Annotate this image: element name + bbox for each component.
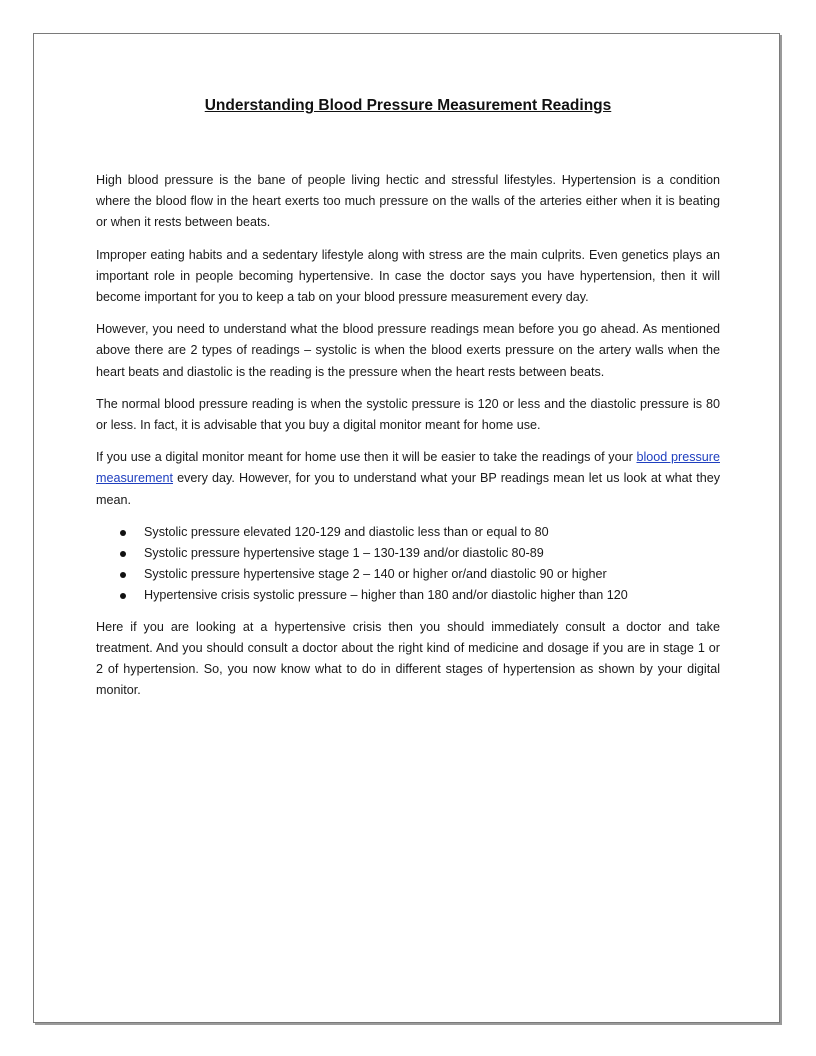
bullet-icon <box>120 593 126 599</box>
list-item <box>96 522 720 543</box>
paragraph-4: The normal blood pressure reading is when the systolic pressure is 120 or less and the diastolic pressure is 80 or less. In fact, it is advisable that you buy a digital monitor meant for home use. <box>96 396 720 433</box>
blood-pressure-measurement-link[interactable]: blood pressure measurement <box>96 450 720 486</box>
list-item <box>96 543 720 564</box>
list-item-text: Systolic pressure elevated 120-129 and diastolic less than or equal to 80 <box>144 524 549 539</box>
bp-readings-list <box>96 522 720 607</box>
paragraph-2: Improper eating habits and a sedentary lifestyle along with stress are the main culprits. Even genetics plays an important role in people becoming hypertensive. In case the doctor says you have hypertension, then it will become important for you to keep a tab on your blood pressure measurement every day. <box>96 247 720 305</box>
paragraph-3: However, you need to understand what the blood pressure readings mean before you go ahead. As mentioned above there are 2 types of readings – systolic is when the blood exerts pressure on the artery walls when the heart beats and diastolic is the reading is the pressure when the heart rests between beats. <box>96 322 720 379</box>
list-item <box>96 564 720 585</box>
closing-paragraph: Here if you are looking at a hypertensive crisis then you should immediately consult a doctor and take treatment. And you should consult a doctor about the right kind of medicine and dosage if you are in stage 1 or 2 of hypertension. So, you now know what to do in different stages of hypertension as shown by your digital monitor. <box>96 619 720 698</box>
paragraph-1: High blood pressure is the bane of people living hectic and stressful lifestyles. Hypertension is a condition where the blood flow in the heart exerts too much pressure on the walls of the arteries either when it is beating or when it rests between beats. <box>96 173 720 230</box>
paragraph-5-start: If you use a digital monitor meant for home use then it will be easier to take the readings of your <box>96 450 637 465</box>
page-title: Understanding Blood Pressure Measurement Readings <box>204 97 612 114</box>
list-item-text: Systolic pressure hypertensive stage 1 – 130-139 and/or diastolic 80-89 <box>144 546 544 561</box>
bullet-icon <box>120 572 126 578</box>
list-item-text: Hypertensive crisis systolic pressure – higher than 180 and/or diastolic higher than 120 <box>144 588 628 603</box>
bullet-icon <box>120 530 126 536</box>
list-item-text: Systolic pressure hypertensive stage 2 – 140 or higher or/and diastolic 90 or higher <box>144 567 607 582</box>
bullet-icon <box>120 551 126 557</box>
document-body <box>96 170 720 712</box>
paragraph-5 <box>96 447 720 511</box>
paragraph-5-end: every day. However, for you to understand what your BP readings mean let us look at what they mean. <box>96 471 720 507</box>
list-item <box>96 585 720 606</box>
